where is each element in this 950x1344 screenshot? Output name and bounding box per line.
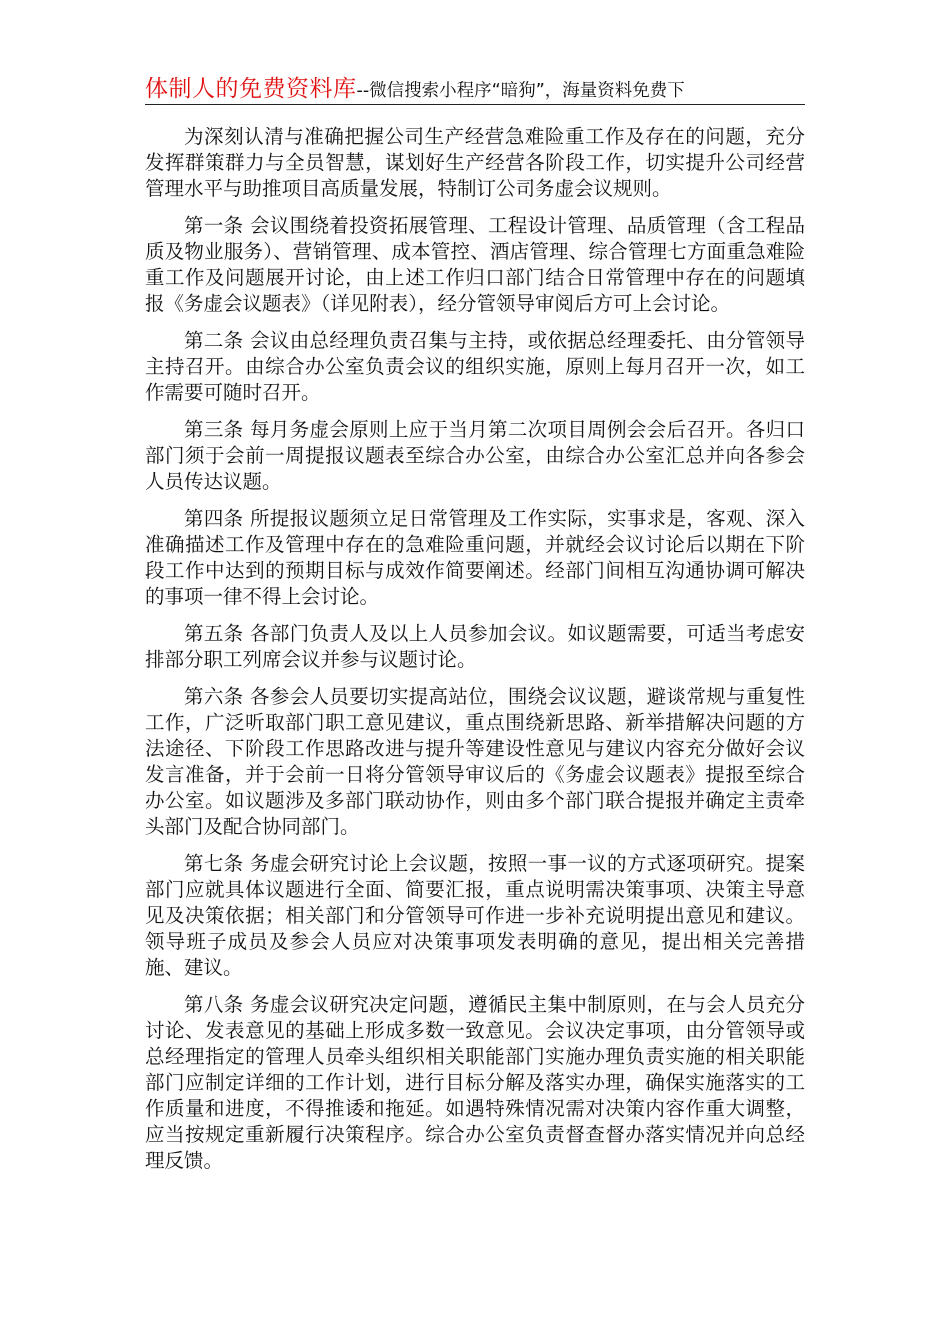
paragraph-article-6: 第六条 各参会人员要切实提高站位，围绕会议议题，避谈常规与重复性工作，广泛听取部门职工意见建议，重点围绕新思路、新举措解决问题的方法途径、下阶段工作思路改进与提升等建设性意见与建议内容充分做好会议发言准备，并于会前一日将分管领导审议后的《务虚会议题表》提报至综合办公室。如议题涉及多部门联动协作，则由多个部门联合提报并确定主责牵头部门及配合协同部门。 xyxy=(145,685,805,838)
paragraph-article-8: 第八条 务虚会议研究决定问题，遵循民主集中制原则，在与会人员充分讨论、发表意见的基础上形成多数一致意见。会议决定事项，由分管领导或总经理指定的管理人员牵头组织相关职能部门实施办理负责实施的相关职能部门应制定详细的工作计划，进行目标分解及落实办理，确保实施落实的工作质量和进度，不得推诿和拖延。如遇特殊情况需对决策内容作重大调整，应当按规定重新履行决策程序。综合办公室负责督查督办落实情况并向总经理反馈。 xyxy=(145,993,805,1172)
paragraph-article-7: 第七条 务虚会研究讨论上会议题，按照一事一议的方式逐项研究。提案部门应就具体议题进行全面、简要汇报，重点说明需决策事项、决策主导意见及决策依据；相关部门和分管领导可作进一步补充说明提出意见和建议。领导班子成员及参会人员应对决策事项发表明确的意见，提出相关完善措施、建议。 xyxy=(145,852,805,979)
page-header xyxy=(145,70,805,105)
paragraph-article-3: 第三条 每月务虚会原则上应于当月第二次项目周例会会后召开。各归口部门须于会前一周提报议题表至综合办公室，由综合办公室汇总并向各参会人员传达议题。 xyxy=(145,418,805,493)
header-brand: 体制人的免费资料库 xyxy=(145,76,357,102)
paragraph-article-4: 第四条 所提报议题须立足日常管理及工作实际，实事求是，客观、深入准确描述工作及管理中存在的急难险重问题，并就经会议讨论后以期在下阶段工作中达到的预期目标与成效作简要阐述。经部门间相互沟通协调可解决的事项一律不得上会讨论。 xyxy=(145,507,805,608)
paragraph-article-5: 第五条 各部门负责人及以上人员参加会议。如议题需要，可适当考虑安排部分职工列席会议并参与议题讨论。 xyxy=(145,622,805,671)
paragraph-intro: 为深刻认清与准确把握公司生产经营急难险重工作及存在的问题，充分发挥群策群力与全员智慧，谋划好生产经营各阶段工作，切实提升公司经营管理水平与助推项目高质量发展，特制订公司务虚会议规则。 xyxy=(145,125,805,200)
header-note: --微信搜索小程序“暗狗”，海量资料免费下 xyxy=(356,81,685,101)
paragraph-article-2: 第二条 会议由总经理负责召集与主持，或依据总经理委托、由分管领导主持召开。由综合办公室负责会议的组织实施，原则上每月召开一次，如工作需要可随时召开。 xyxy=(145,329,805,404)
paragraph-article-1: 第一条 会议围绕着投资拓展管理、工程设计管理、品质管理（含工程品质及物业服务）、营销管理、成本管控、酒店管理、综合管理七方面重急难险重工作及问题展开讨论，由上述工作归口部门结合日常管理中存在的问题填报《务虚会议题表》（详见附表），经分管领导审阅后方可上会讨论。 xyxy=(145,214,805,315)
document-body xyxy=(145,124,805,1185)
